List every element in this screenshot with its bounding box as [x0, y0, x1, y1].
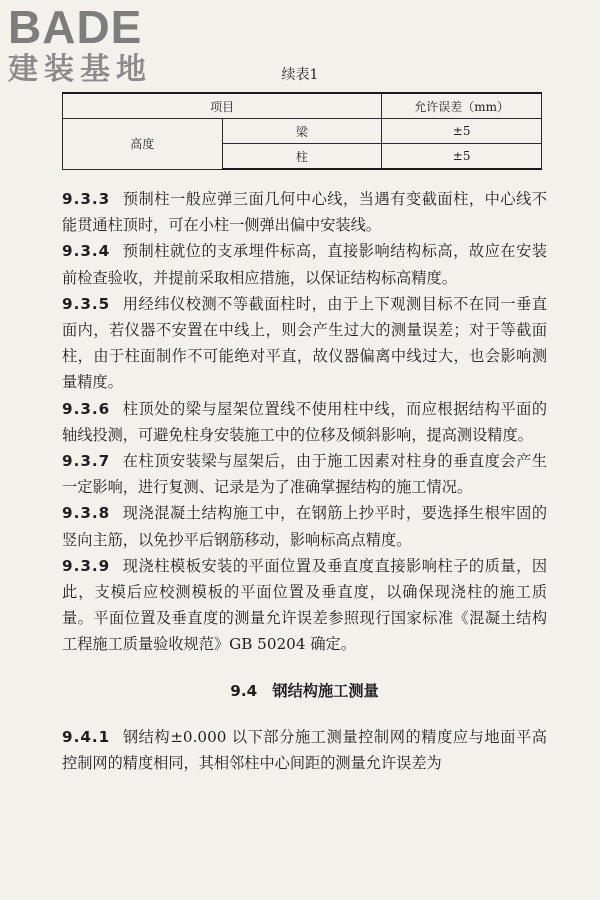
clause-number: 9.3.9	[62, 556, 111, 575]
clause-text: 预制柱一般应弹三面几何中心线，当遇有变截面柱，中心线不能贯通柱顶时，可在小柱一侧弹出偏中安装线。	[62, 190, 547, 235]
clause-number: 9.3.8	[62, 504, 111, 523]
clause-text: 预制柱就位的支承埋件标高，直接影响结构标高，故应在安装前检查验收，并提前采取相应措施，以保证结构标高精度。	[62, 242, 547, 287]
clause-text: 现浇混凝土结构施工中，在钢筋上抄平时，要选择生根牢固的竖向主筋，以免抄平后钢筋移动，影响标高点精度。	[62, 504, 547, 549]
document-body	[62, 186, 547, 776]
row-value-column: ±5	[382, 144, 542, 170]
clause-text: 现浇柱模板安装的平面位置及垂直度直接影响柱子的质量，因此，支模后应校测模板的平面位置及垂直度，以确保现浇柱的施工质量。平面位置及垂直度的测量允许误差参照现行国家标准《混凝土结构工程施工质量验收规范》GB 50204 确定。	[62, 556, 547, 654]
clause-text: 在柱顶安装梁与屋架后，由于施工因素对柱身的垂直度会产生一定影响，进行复测、记录是为了准确掌握结构的施工情况。	[62, 452, 547, 497]
paragraph-9-3-4	[62, 238, 547, 290]
clause-number: 9.3.5	[62, 294, 111, 313]
clause-number: 9.4.1	[62, 727, 111, 746]
clause-number: 9.3.7	[62, 452, 111, 471]
header-tolerance: 允许误差（mm）	[382, 93, 542, 119]
paragraph-9-3-3	[62, 186, 547, 238]
clause-number: 9.3.4	[62, 242, 111, 261]
row-sub-beam: 梁	[222, 119, 382, 144]
table-row	[63, 119, 542, 144]
logo-chinese-text: 建装基地	[8, 52, 152, 87]
paragraph-9-3-5	[62, 291, 547, 396]
paragraph-9-3-8	[62, 500, 547, 552]
clause-text: 用经纬仪校测不等截面柱时，由于上下观测目标不在同一垂直面内，若仪器不安置在中线上，则会产生过大的测量误差；对于等截面柱，由于柱面制作不可能绝对平直，故仪器偏离中线过大，也会影响测量精度。	[62, 294, 547, 392]
table-header-row	[63, 93, 542, 119]
header-item: 项目	[63, 93, 382, 119]
paragraph-9-3-9	[62, 553, 547, 658]
paragraph-9-4-1	[62, 724, 547, 776]
paragraph-9-3-7	[62, 448, 547, 500]
row-value-beam: ±5	[382, 119, 542, 144]
tolerance-table	[62, 92, 542, 170]
logo-latin-text: BADE	[8, 1, 143, 53]
clause-text: 柱顶处的梁与屋架位置线不使用柱中线，而应根据结构平面的轴线投测，可避免柱身安装施工中的位移及倾斜影响，提高测设精度。	[62, 399, 547, 444]
clause-number: 9.3.6	[62, 399, 111, 418]
row-sub-column: 柱	[222, 144, 382, 170]
section-title: 9.4 钢结构施工测量	[230, 681, 379, 700]
table-caption: 续表1	[281, 67, 319, 83]
clause-number: 9.3.3	[62, 190, 111, 208]
row-group-height: 高度	[63, 119, 223, 170]
paragraph-9-3-6	[62, 396, 547, 448]
clause-text: 钢结构±0.000 以下部分施工测量控制网的精度应与地面平高控制网的精度相同，其相邻柱中心间距的测量允许误差为	[62, 727, 547, 772]
